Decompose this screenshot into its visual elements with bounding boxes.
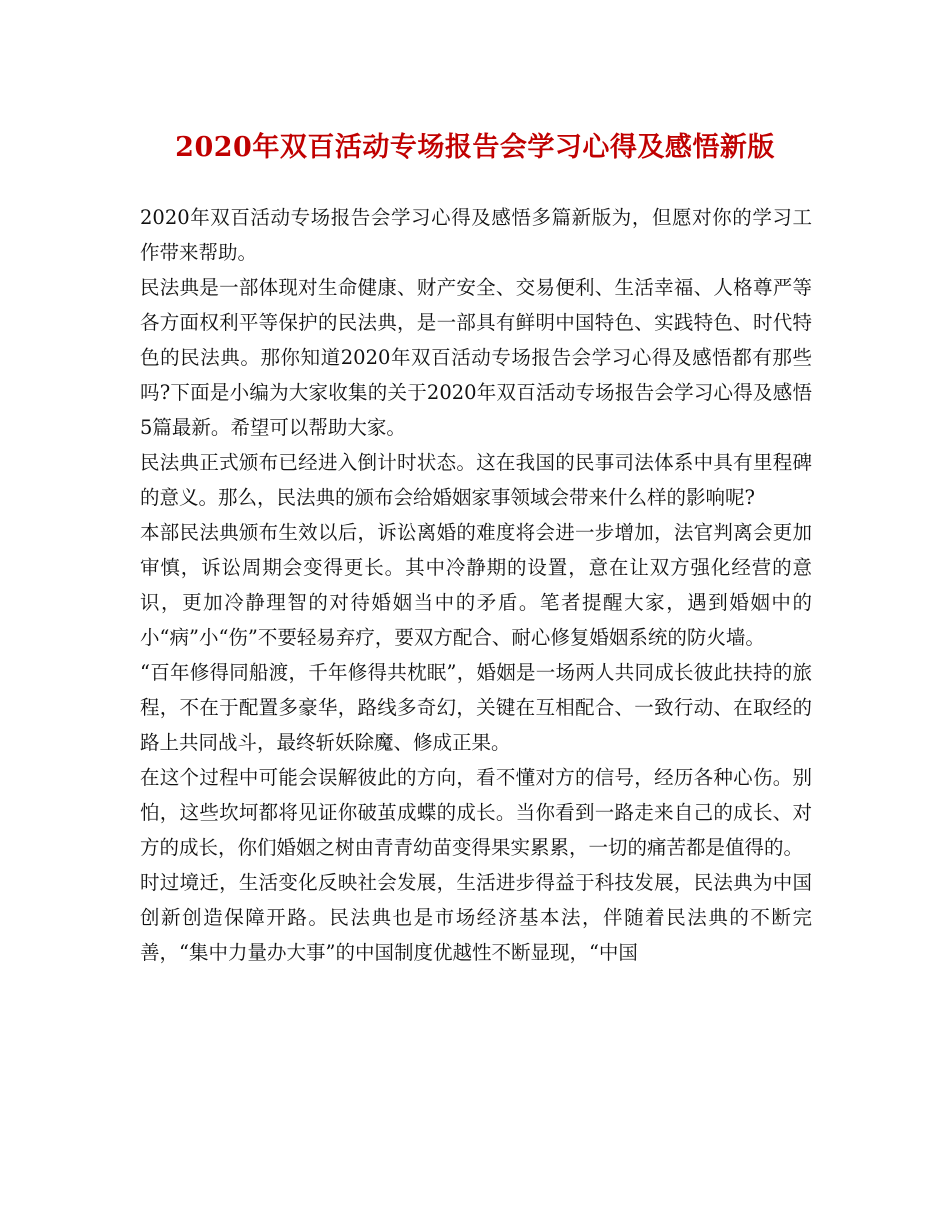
paragraph-civil-code-countdown: 民法典正式颁布已经进入倒计时状态。这在我国的民事司法体系中具有里程碑的意义。那么，民法典的颁布会给婚姻家事领域会带来什么样的影响呢?	[140, 451, 812, 509]
paragraph-marriage-journey: “百年修得同船渡，千年修得共枕眠”，婚姻是一场两人共同成长彼此扶持的旅程，不在于配置多豪华，路线多奇幻，关键在互相配合、一致行动、在取经的路上共同战斗，最终斩妖除魔、修成正果。	[140, 661, 812, 754]
paragraph-intro: 2020年双百活动专场报告会学习心得及感悟多篇新版为，但愿对你的学习工作带来帮助。	[140, 206, 812, 264]
paragraph-civil-code-overview: 民法典是一部体现对生命健康、财产安全、交易便利、生活幸福、人格尊严等各方面权利平等保护的民法典，是一部具有鲜明中国特色、实践特色、时代特色的民法典。那你知道2020年双百活动专场报告会学习心得及感悟都有那些吗?下面是小编为大家收集的关于2020年双百活动专场报告会学习心得及感悟5篇最新。希望可以帮助大家。	[140, 276, 812, 439]
paragraph-growth: 在这个过程中可能会误解彼此的方向，看不懂对方的信号，经历各种心伤。别怕，这些坎坷都将见证你破茧成蝶的成长。当你看到一路走来自己的成长、对方的成长，你们婚姻之树由青青幼苗变得果实累累，一切的痛苦都是值得的。	[140, 766, 812, 859]
document-title: 2020年双百活动专场报告会学习心得及感悟新版	[175, 132, 775, 163]
document-body	[140, 200, 812, 970]
paragraph-divorce-difficulty: 本部民法典颁布生效以后，诉讼离婚的难度将会进一步增加，法官判离会更加审慎，诉讼周期会变得更长。其中冷静期的设置，意在让双方强化经营的意识，更加冷静理智的对待婚姻当中的矛盾。笔者提醒大家，遇到婚姻中的小“病”小“伤”不要轻易弃疗，要双方配合、耐心修复婚姻系统的防火墙。	[140, 521, 812, 649]
paragraph-social-development: 时过境迁，生活变化反映社会发展，生活进步得益于科技发展，民法典为中国创新创造保障开路。民法典也是市场经济基本法，伴随着民法典的不断完善，“集中力量办大事”的中国制度优越性不断显现，“中国	[140, 871, 812, 964]
